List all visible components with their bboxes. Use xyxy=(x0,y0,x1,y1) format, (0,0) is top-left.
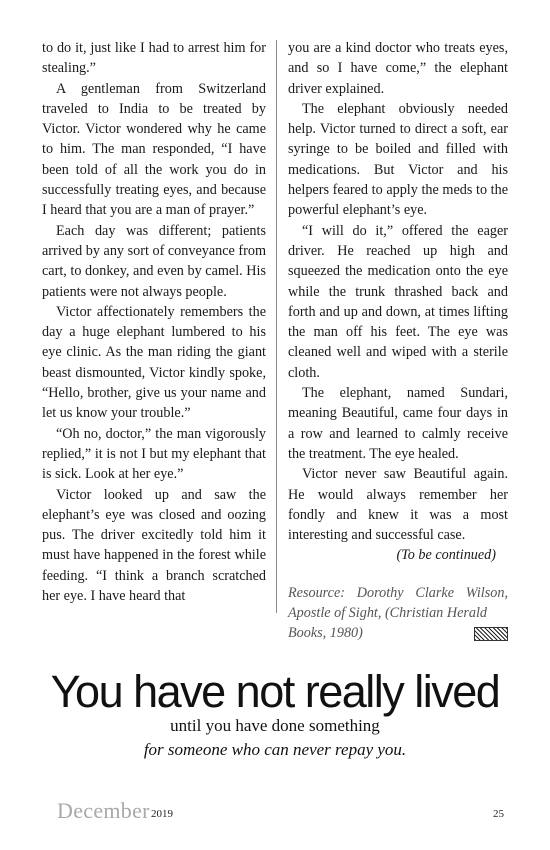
quote-headline: You have not really lived xyxy=(50,666,500,717)
page-number: 25 xyxy=(493,808,504,820)
article-paragraph: “Oh no, doctor,” the man vigorously replied,” it is not I but my elephant that is sick. Look at her eye.” xyxy=(42,425,266,483)
article-paragraph: Victor looked up and saw the elephant’s eye was closed and oozing pus. The driver excitedly told him it must have happened in the forest while feeding. “I think a branch scratched her eye. I have heard that xyxy=(42,486,266,605)
footer-year: 2019 xyxy=(151,808,173,820)
article-column-right xyxy=(288,38,508,644)
resource-line-1: Resource: Dorothy Clarke Wilson, Apostle of Sight, (Christian Herald xyxy=(288,584,508,622)
article-paragraph: to do it, just like I had to arrest him for stealing.” xyxy=(42,40,266,77)
article-paragraph: The elephant, named Sundari, meaning Beautiful, came four days in a row and learned to calmly receive the treatment. The eye healed. xyxy=(288,385,508,462)
article-paragraph: you are a kind doctor who treats eyes, and so I have come,” the elephant driver explained. xyxy=(288,40,508,97)
quote-subline: until you have done something xyxy=(170,716,380,735)
article-paragraph: Each day was different; patients arrived by any sort of conveyance from cart, to donkey, and even by camel. His patients were not always people. xyxy=(42,222,266,300)
article-paragraph: “I will do it,” offered the eager driver. He reached up high and squeezed the medication onto the eye while the trunk thrashed back and forth and up and down, at times lifting the man off his feet. The eye was cleaned well and wiped with a sterile cloth. xyxy=(288,222,508,381)
resource-line-2: Books, 1980) xyxy=(288,625,363,642)
article-column-left xyxy=(42,38,266,606)
column-divider xyxy=(276,40,277,613)
to-be-continued: (To be continued) xyxy=(396,547,496,564)
resource-line-2-row xyxy=(288,623,508,643)
article-paragraph: Victor never saw Beautiful again. He would always remember her fondly and knew it was a most interesting and successful case. xyxy=(288,466,508,544)
article-paragraph: A gentleman from Switzerland traveled to India to be treated by Victor. Victor wondered why he came to him. The man responded, “I have been told of all the work you do in successfully treating eyes, and because I heard that you are a man of prayer.” xyxy=(42,80,266,219)
article-paragraph: The elephant obviously needed help. Victor turned to direct a soft, ear syringe to be boiled and filled with medications. But Victor and his helpers feared to apply the meds to the powerful elephant’s eye. xyxy=(288,100,508,219)
article-paragraph: Victor affectionately remembers the day a huge elephant lumbered to his eye clinic. As the man riding the giant beast dismounted, Victor kindly spoke, “Hello, brother, give us your name and let us know your trouble.” xyxy=(42,303,266,422)
end-mark-icon xyxy=(474,627,508,641)
quote-subline-italic: for someone who can never repay you. xyxy=(143,740,407,759)
footer-month: December xyxy=(57,798,150,823)
resource-citation xyxy=(288,583,508,644)
